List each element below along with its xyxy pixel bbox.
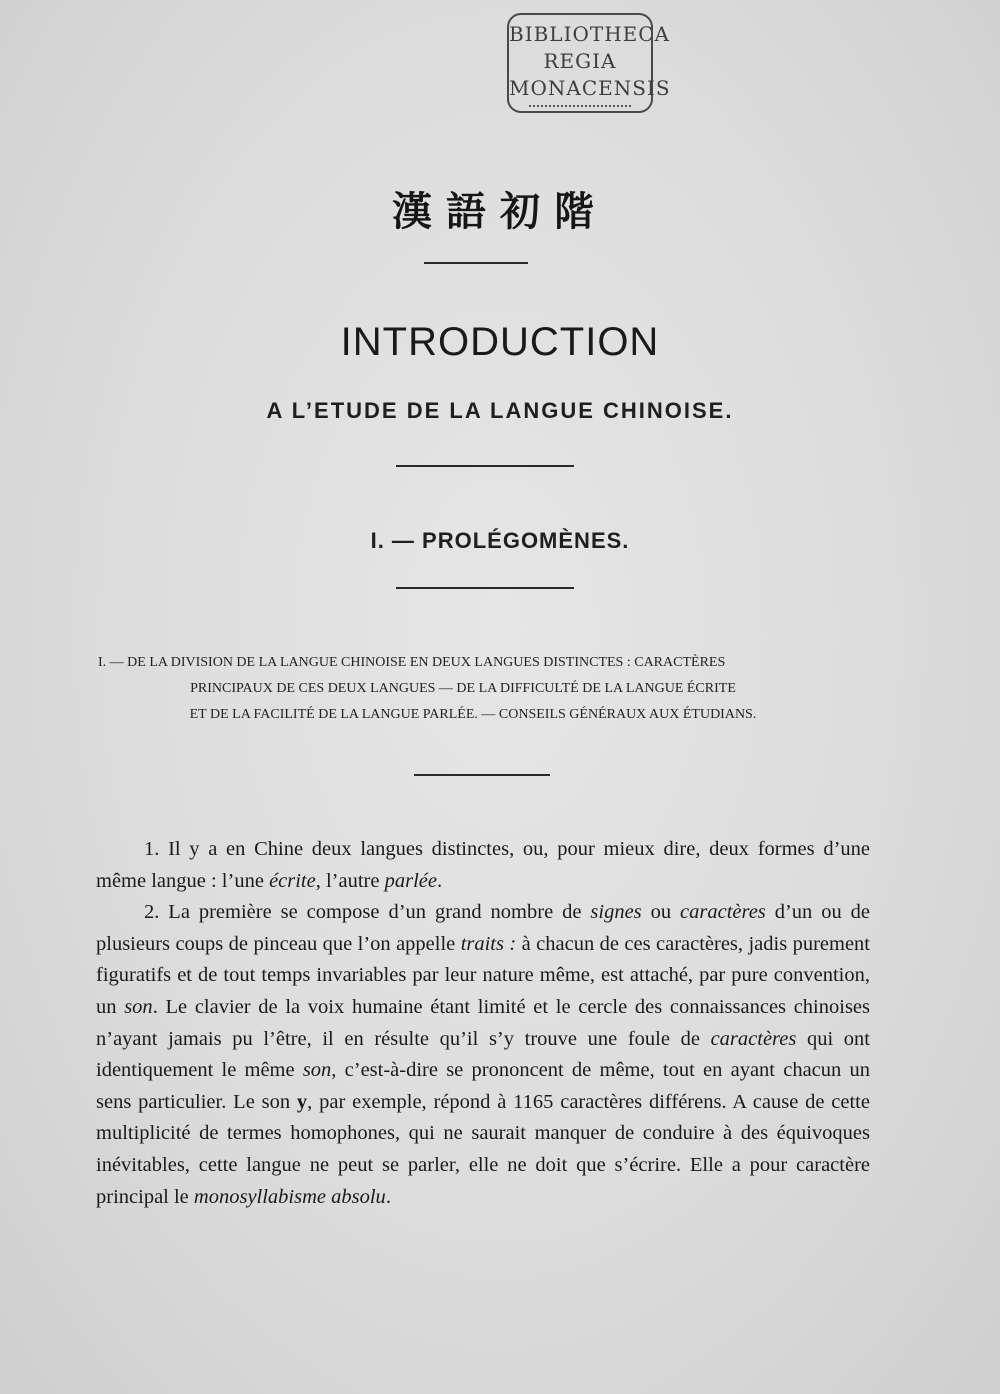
p2-text: . <box>385 1185 391 1208</box>
p2-italic-monosyllabisme: monosyllabisme absolu <box>193 1185 386 1208</box>
chapter-heading-line-2: PRINCIPAUX DE CES DEUX LANGUES — DE LA DIFFICULTÉ DE LA LANGUE ÉCRITE <box>190 681 736 696</box>
p1-italic-ecrite: écrite <box>269 869 316 892</box>
divider-rule-1 <box>424 262 528 264</box>
body-text <box>96 834 870 1213</box>
page-title: INTRODUCTION <box>340 320 660 364</box>
divider-rule-3 <box>396 587 574 589</box>
p2-italic-caracteres: caractères <box>680 901 766 924</box>
p2-text: . Le clavier de la voix humaine étant limité et le cercle des connaissances chinoises n’ayant jamais pu l’être, il en résulte qu’il s’y trouve une foule de <box>96 995 871 1050</box>
p2-italic-son-2: son, <box>302 1059 337 1082</box>
p2-italic-signes: signes <box>590 901 642 924</box>
p2-text: d’un ou de plusieurs coups de pinceau que l’on appelle <box>96 901 870 955</box>
divider-rule-2 <box>396 465 574 467</box>
divider-rule-4 <box>414 774 550 776</box>
chapter-heading <box>98 650 888 728</box>
p1-text: 1. Il y a en Chine deux langues distinctes, ou, pour mieux dire, deux formes d’une même langue : l’une <box>96 838 870 892</box>
chapter-heading-line-3: ET DE LA FACILITÉ DE LA LANGUE PARLÉE. — CONSEILS GÉNÉRAUX AUX ÉTUDIANS. <box>189 707 757 722</box>
p2-text: à chacun de ces caractères, jadis purement figuratifs et de tout temps invariables par leur nature même, est attaché, par pure convention, un <box>96 932 871 1018</box>
section-title: I. — PROLÉGOMÈNES. <box>370 528 630 553</box>
p2-italic-traits: traits : <box>460 932 517 955</box>
stamp-line-1: BIBLIOTHECA <box>509 22 670 46</box>
chapter-heading-line-1: I. — DE LA DIVISION DE LA LANGUE CHINOISE EN DEUX LANGUES DISTINCTES : CARACTÈRES <box>98 655 726 670</box>
stamp-line-3: MONACENSIS <box>509 76 671 100</box>
p2-text: c’est-à-dire se prononcent de même, tout en ayant chacun un sens particulier. Le son <box>96 1059 870 1113</box>
p2-text: qui ont identiquement le même <box>96 1027 870 1082</box>
stamp-line-2: REGIA <box>543 49 617 73</box>
p2-italic-son: son <box>124 995 153 1018</box>
paragraph-2 <box>96 897 870 1213</box>
stamp-dotted-border <box>529 105 631 107</box>
chinese-title: 漢語初階 <box>392 189 608 235</box>
library-stamp <box>507 13 671 113</box>
p2-text: 2. La première se compose d’un grand nombre de <box>144 901 591 924</box>
p1-text: , l’autre <box>315 869 385 892</box>
p1-italic-parlee: parlée <box>384 869 437 892</box>
page-subtitle: A L’ETUDE DE LA LANGUE CHINOISE. <box>266 398 734 423</box>
p1-text: . <box>436 869 443 892</box>
p2-text: , par exemple, répond à 1165 caractères différens. A cause de cette multiplicité de termes homophones, qui ne saurait manquer de conduire à des équivoques inévitables, cette langue ne peut se parler, elle ne doit que s’écrire. Elle a pour caractère principal le <box>96 1090 870 1208</box>
p2-text: ou <box>641 901 681 924</box>
paragraph-1 <box>96 834 870 897</box>
p2-italic-caracteres-2: caractères <box>710 1027 797 1050</box>
p2-bold-y: y <box>296 1090 308 1113</box>
